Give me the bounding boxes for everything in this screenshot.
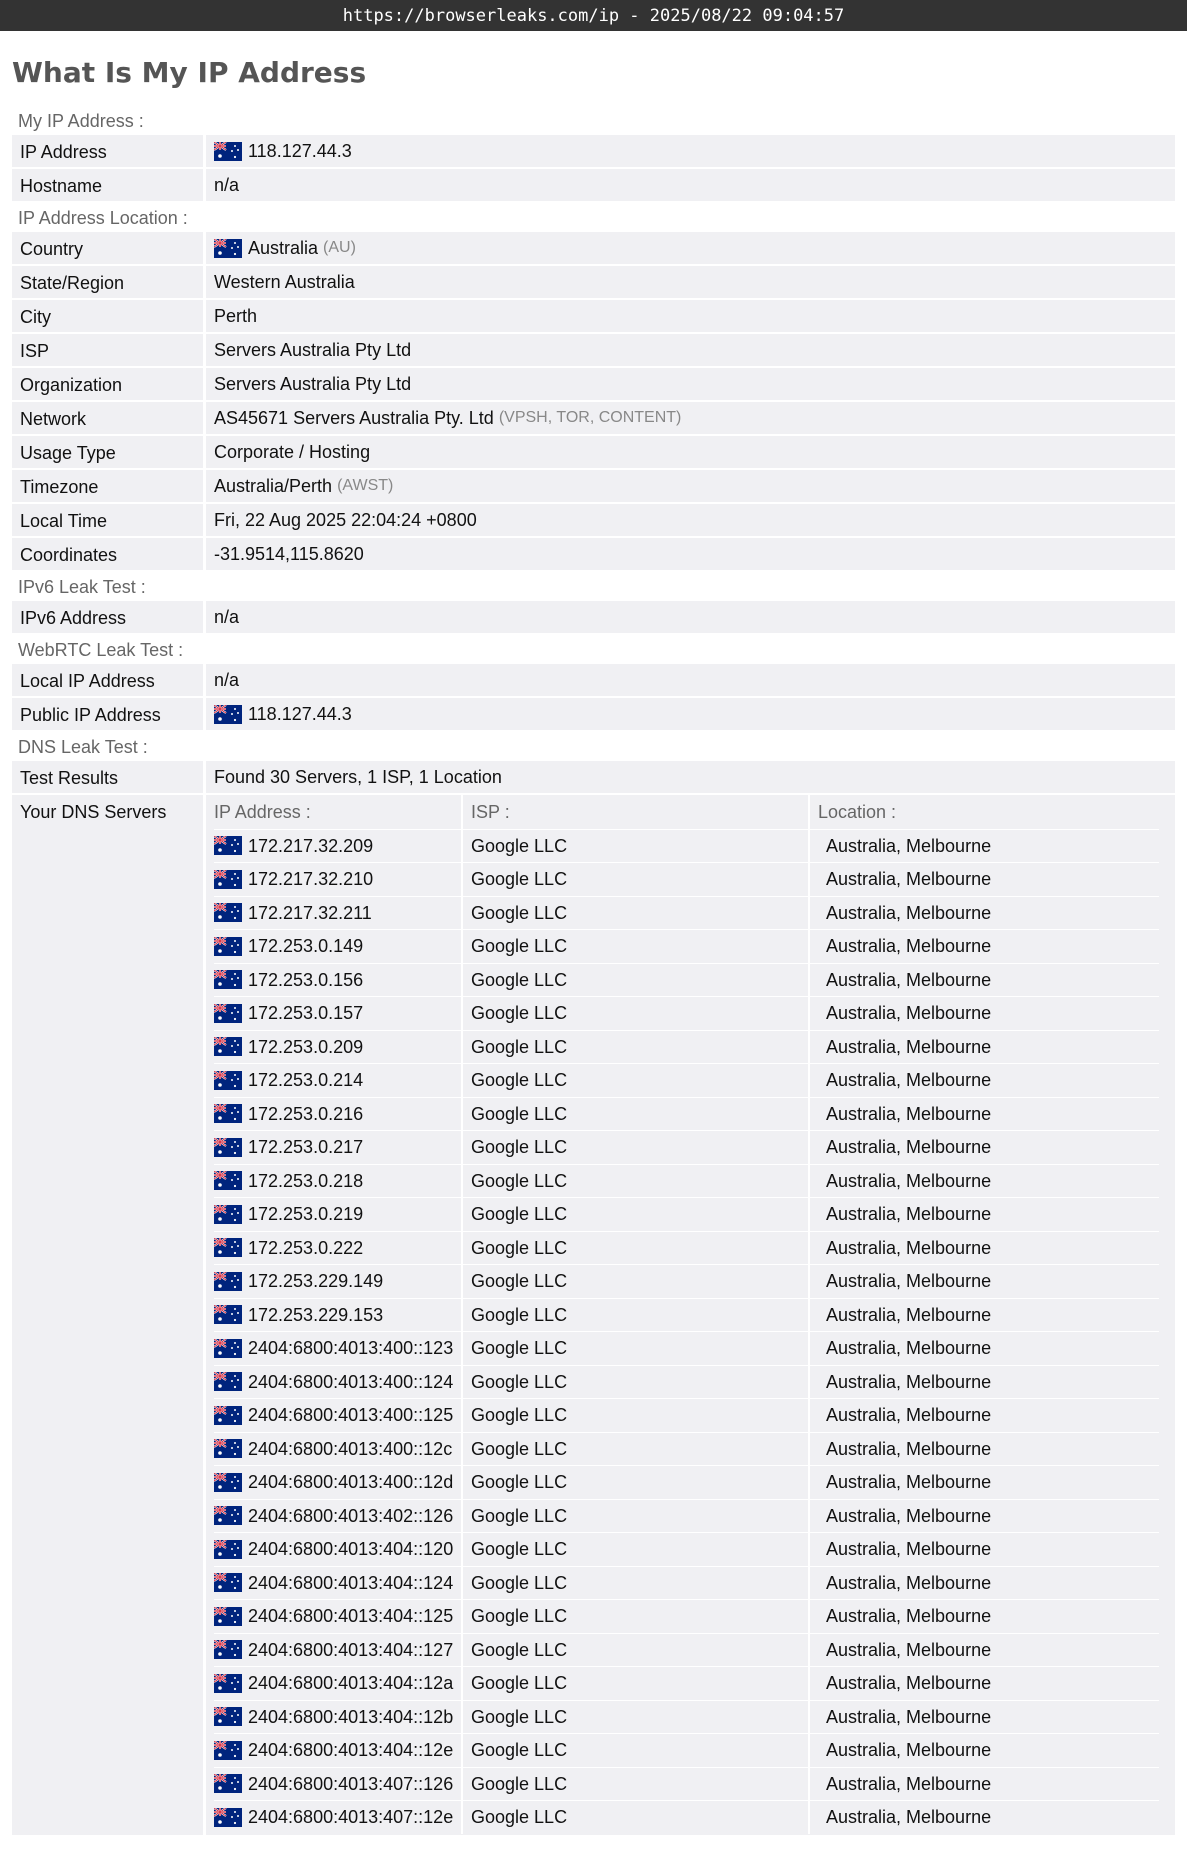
public-ip-label: Public IP Address — [12, 698, 203, 730]
dns-row-isp: Google LLC — [461, 1567, 808, 1600]
state-label: State/Region — [12, 266, 203, 298]
dns-table-row — [214, 1331, 1159, 1365]
dns-row-location: Australia, Melbourne — [808, 1533, 1159, 1566]
dns-row-location: Australia, Melbourne — [808, 1567, 1159, 1600]
dns-row-ip — [214, 1131, 461, 1164]
dns-row-location: Australia, Melbourne — [808, 1165, 1159, 1198]
row-state — [12, 266, 1175, 298]
dns-row-isp: Google LLC — [461, 1768, 808, 1801]
usage-type-label: Usage Type — [12, 436, 203, 468]
row-ip-address — [12, 135, 1175, 167]
dns-ip-text: 172.253.0.216 — [248, 1103, 364, 1124]
dns-row-location: Australia, Melbourne — [808, 1768, 1159, 1801]
test-results-label: Test Results — [12, 761, 203, 793]
row-country — [12, 232, 1175, 264]
isp-label: ISP — [12, 334, 203, 366]
row-city — [12, 300, 1175, 332]
dns-row-isp: Google LLC — [461, 964, 808, 997]
dns-row-isp: Google LLC — [461, 1533, 808, 1566]
dns-servers-label: Your DNS Servers — [12, 795, 203, 1835]
dns-row-location: Australia, Melbourne — [808, 997, 1159, 1030]
dns-row-location: Australia, Melbourne — [808, 1064, 1159, 1097]
coordinates-label: Coordinates — [12, 538, 203, 570]
dns-row-location: Australia, Melbourne — [808, 1667, 1159, 1700]
dns-row-ip — [214, 1064, 461, 1097]
local-ip-label: Local IP Address — [12, 664, 203, 696]
dns-table-row — [214, 929, 1159, 963]
row-local-time — [12, 504, 1175, 536]
dns-row-isp: Google LLC — [461, 1031, 808, 1064]
dns-table-row — [214, 963, 1159, 997]
row-public-ip — [12, 698, 1175, 730]
australia-flag-icon — [214, 1004, 242, 1023]
ip-info-table — [12, 106, 1175, 1835]
country-label: Country — [12, 232, 203, 264]
australia-flag-icon — [214, 1272, 242, 1291]
dns-row-location: Australia, Melbourne — [808, 964, 1159, 997]
dns-table-row — [214, 1164, 1159, 1198]
dns-row-location: Australia, Melbourne — [808, 1366, 1159, 1399]
section-webrtc: WebRTC Leak Test : — [18, 640, 184, 660]
dns-table-row — [214, 1231, 1159, 1265]
dns-ip-text: 172.253.0.218 — [248, 1170, 364, 1191]
australia-flag-icon — [214, 1707, 242, 1726]
dns-row-isp: Google LLC — [461, 1600, 808, 1633]
dns-row-isp: Google LLC — [461, 1265, 808, 1298]
dns-table-row — [214, 829, 1159, 863]
dns-ip-text: 172.253.0.222 — [248, 1237, 364, 1258]
url-bar-text: https://browserleaks.com/ip - 2025/08/22 09:04:57 — [342, 5, 845, 26]
dns-table-row — [214, 1063, 1159, 1097]
dns-row-isp: Google LLC — [461, 1131, 808, 1164]
section-dns: DNS Leak Test : — [18, 737, 148, 757]
timezone-label: Timezone — [12, 470, 203, 502]
country-value — [206, 232, 1175, 264]
dns-row-ip — [214, 1701, 461, 1734]
dns-servers-block — [12, 795, 1175, 1835]
dns-row-location: Australia, Melbourne — [808, 1600, 1159, 1633]
ip-address-value — [206, 135, 1175, 167]
dns-table-header — [214, 795, 1159, 829]
dns-ip-text: 2404:6800:4013:404::12e — [248, 1740, 454, 1761]
australia-flag-icon — [214, 1607, 242, 1626]
row-timezone — [12, 470, 1175, 502]
usage-type-value: Corporate / Hosting — [206, 436, 1175, 468]
hostname-value: n/a — [206, 169, 1175, 201]
australia-flag-icon — [214, 1104, 242, 1123]
dns-row-ip — [214, 1600, 461, 1633]
dns-row-location: Australia, Melbourne — [808, 930, 1159, 963]
dns-row-isp: Google LLC — [461, 1165, 808, 1198]
section-location: IP Address Location : — [18, 208, 188, 228]
dns-row-ip — [214, 1031, 461, 1064]
dns-table-row — [214, 1197, 1159, 1231]
network-value — [206, 402, 1175, 434]
public-ip-text: 118.127.44.3 — [248, 704, 352, 724]
row-local-ip — [12, 664, 1175, 696]
dns-table-row — [214, 1733, 1159, 1767]
state-value: Western Australia — [206, 266, 1175, 298]
network-text: AS45671 Servers Australia Pty. Ltd — [214, 408, 494, 428]
dns-row-isp: Google LLC — [461, 1634, 808, 1667]
australia-flag-icon — [214, 1573, 242, 1592]
dns-table-row — [214, 1097, 1159, 1131]
dns-table-row — [214, 1800, 1159, 1834]
australia-flag-icon — [214, 142, 242, 161]
dns-header-ip: IP Address : — [214, 801, 311, 822]
dns-row-isp: Google LLC — [461, 1433, 808, 1466]
dns-row-ip — [214, 1198, 461, 1231]
australia-flag-icon — [214, 1171, 242, 1190]
dns-table-row — [214, 1532, 1159, 1566]
dns-table-row — [214, 1365, 1159, 1399]
dns-ip-text: 2404:6800:4013:404::12b — [248, 1706, 454, 1727]
australia-flag-icon — [214, 1439, 242, 1458]
dns-row-ip — [214, 1265, 461, 1298]
public-ip-value — [206, 698, 1175, 730]
city-label: City — [12, 300, 203, 332]
australia-flag-icon — [214, 1037, 242, 1056]
australia-flag-icon — [214, 1339, 242, 1358]
timezone-abbr: (AWST) — [337, 477, 394, 494]
australia-flag-icon — [214, 1205, 242, 1224]
dns-row-location: Australia, Melbourne — [808, 863, 1159, 896]
ip-address-text: 118.127.44.3 — [248, 141, 352, 161]
row-usage-type — [12, 436, 1175, 468]
timezone-text: Australia/Perth — [214, 476, 333, 496]
section-my-ip: My IP Address : — [18, 111, 144, 131]
australia-flag-icon — [214, 1674, 242, 1693]
dns-row-location: Australia, Melbourne — [808, 830, 1159, 863]
row-network — [12, 402, 1175, 434]
dns-table-row — [214, 996, 1159, 1030]
url-bar — [0, 0, 1187, 31]
dns-row-ip — [214, 1098, 461, 1131]
australia-flag-icon — [214, 903, 242, 922]
dns-ip-text: 2404:6800:4013:400::125 — [248, 1405, 454, 1426]
dns-row-isp: Google LLC — [461, 1701, 808, 1734]
row-test-results — [12, 761, 1175, 793]
dns-table-row — [214, 1767, 1159, 1801]
dns-table-row — [214, 1130, 1159, 1164]
timezone-value — [206, 470, 1175, 502]
dns-header-location: Location : — [808, 795, 1159, 829]
dns-row-isp: Google LLC — [461, 1667, 808, 1700]
dns-row-isp: Google LLC — [461, 1366, 808, 1399]
dns-row-ip — [214, 1734, 461, 1767]
dns-row-ip — [214, 1232, 461, 1265]
dns-ip-text: 2404:6800:4013:404::120 — [248, 1539, 454, 1560]
dns-table-row — [214, 1499, 1159, 1533]
dns-row-isp: Google LLC — [461, 830, 808, 863]
dns-table-row — [214, 1599, 1159, 1633]
dns-row-ip — [214, 1165, 461, 1198]
dns-table-row — [214, 1465, 1159, 1499]
dns-ip-text: 2404:6800:4013:404::12a — [248, 1673, 454, 1694]
dns-ip-text: 172.253.0.156 — [248, 969, 364, 990]
dns-row-isp: Google LLC — [461, 863, 808, 896]
dns-row-isp: Google LLC — [461, 1098, 808, 1131]
australia-flag-icon — [214, 1473, 242, 1492]
local-ip-value: n/a — [206, 664, 1175, 696]
dns-ip-text: 2404:6800:4013:400::12d — [248, 1472, 454, 1493]
row-ipv6-address — [12, 601, 1175, 633]
dns-ip-text: 172.253.229.153 — [248, 1304, 384, 1325]
dns-table-row — [214, 1700, 1159, 1734]
dns-row-ip — [214, 1567, 461, 1600]
dns-row-isp: Google LLC — [461, 1232, 808, 1265]
hostname-label: Hostname — [12, 169, 203, 201]
dns-row-location: Australia, Melbourne — [808, 1500, 1159, 1533]
dns-ip-text: 2404:6800:4013:400::12c — [248, 1438, 453, 1459]
dns-row-ip — [214, 1500, 461, 1533]
dns-row-ip — [214, 930, 461, 963]
australia-flag-icon — [214, 1071, 242, 1090]
dns-row-location: Australia, Melbourne — [808, 1466, 1159, 1499]
dns-row-isp: Google LLC — [461, 1399, 808, 1432]
dns-row-location: Australia, Melbourne — [808, 1198, 1159, 1231]
dns-row-isp: Google LLC — [461, 1299, 808, 1332]
australia-flag-icon — [214, 1506, 242, 1525]
dns-ip-text: 172.253.229.149 — [248, 1271, 384, 1292]
organization-value: Servers Australia Pty Ltd — [206, 368, 1175, 400]
page-title: What Is My IP Address — [12, 56, 367, 89]
country-code: (AU) — [323, 239, 356, 256]
local-time-value: Fri, 22 Aug 2025 22:04:24 +0800 — [206, 504, 1175, 536]
dns-ip-text: 172.253.0.157 — [248, 1003, 364, 1024]
dns-row-ip — [214, 1332, 461, 1365]
test-results-value: Found 30 Servers, 1 ISP, 1 Location — [206, 761, 1175, 793]
city-value: Perth — [206, 300, 1175, 332]
dns-ip-text: 172.253.0.209 — [248, 1036, 364, 1057]
dns-ip-text: 172.217.32.210 — [248, 869, 374, 890]
australia-flag-icon — [214, 937, 242, 956]
dns-row-ip — [214, 1533, 461, 1566]
dns-ip-text: 2404:6800:4013:404::127 — [248, 1639, 454, 1660]
australia-flag-icon — [214, 870, 242, 889]
dns-row-location: Australia, Melbourne — [808, 1299, 1159, 1332]
isp-value: Servers Australia Pty Ltd — [206, 334, 1175, 366]
dns-table-row — [214, 1030, 1159, 1064]
dns-row-ip — [214, 897, 461, 930]
dns-row-ip — [214, 997, 461, 1030]
australia-flag-icon — [214, 1305, 242, 1324]
dns-row-isp: Google LLC — [461, 1466, 808, 1499]
dns-ip-text: 2404:6800:4013:404::125 — [248, 1606, 454, 1627]
dns-ip-text: 2404:6800:4013:400::123 — [248, 1338, 454, 1359]
dns-row-ip — [214, 863, 461, 896]
dns-row-ip — [214, 1433, 461, 1466]
dns-ip-text: 172.253.0.217 — [248, 1137, 364, 1158]
australia-flag-icon — [214, 1640, 242, 1659]
dns-row-location: Australia, Melbourne — [808, 1098, 1159, 1131]
dns-ip-text: 172.253.0.219 — [248, 1204, 364, 1225]
row-hostname — [12, 169, 1175, 201]
dns-table-row — [214, 896, 1159, 930]
dns-table-row — [214, 1264, 1159, 1298]
australia-flag-icon — [214, 1138, 242, 1157]
dns-ip-text: 172.253.0.149 — [248, 936, 364, 957]
australia-flag-icon — [214, 970, 242, 989]
australia-flag-icon — [214, 1741, 242, 1760]
dns-row-location: Australia, Melbourne — [808, 1332, 1159, 1365]
australia-flag-icon — [214, 836, 242, 855]
dns-row-location: Australia, Melbourne — [808, 1734, 1159, 1767]
dns-ip-text: 172.253.0.214 — [248, 1070, 364, 1091]
ipv6-address-label: IPv6 Address — [12, 601, 203, 633]
dns-row-location: Australia, Melbourne — [808, 1265, 1159, 1298]
dns-servers-table — [206, 795, 1175, 1835]
dns-row-ip — [214, 830, 461, 863]
organization-label: Organization — [12, 368, 203, 400]
dns-table-row — [214, 1298, 1159, 1332]
dns-table-row — [214, 1633, 1159, 1667]
dns-row-ip — [214, 1299, 461, 1332]
australia-flag-icon — [214, 705, 242, 724]
dns-row-location: Australia, Melbourne — [808, 1131, 1159, 1164]
ipv6-address-value: n/a — [206, 601, 1175, 633]
dns-header-isp: ISP : — [461, 795, 808, 829]
row-isp — [12, 334, 1175, 366]
dns-row-isp: Google LLC — [461, 1198, 808, 1231]
dns-row-ip — [214, 1667, 461, 1700]
dns-row-location: Australia, Melbourne — [808, 1701, 1159, 1734]
network-label: Network — [12, 402, 203, 434]
australia-flag-icon — [214, 1808, 242, 1827]
dns-row-ip — [214, 1466, 461, 1499]
coordinates-value: -31.9514,115.8620 — [206, 538, 1175, 570]
dns-table-row — [214, 1566, 1159, 1600]
dns-row-isp: Google LLC — [461, 1734, 808, 1767]
dns-row-location: Australia, Melbourne — [808, 1801, 1159, 1834]
dns-row-ip — [214, 964, 461, 997]
dns-ip-text: 2404:6800:4013:407::12e — [248, 1807, 454, 1828]
dns-row-location: Australia, Melbourne — [808, 1433, 1159, 1466]
dns-row-isp: Google LLC — [461, 897, 808, 930]
australia-flag-icon — [214, 1540, 242, 1559]
dns-ip-text: 172.217.32.209 — [248, 835, 374, 856]
dns-ip-text: 2404:6800:4013:400::124 — [248, 1371, 454, 1392]
row-coordinates — [12, 538, 1175, 570]
dns-row-isp: Google LLC — [461, 1332, 808, 1365]
dns-row-ip — [214, 1801, 461, 1834]
dns-ip-text: 172.217.32.211 — [248, 902, 372, 923]
dns-table-row — [214, 1666, 1159, 1700]
dns-row-ip — [214, 1768, 461, 1801]
dns-row-isp: Google LLC — [461, 997, 808, 1030]
network-tags: (VPSH, TOR, CONTENT) — [498, 409, 682, 426]
dns-ip-text: 2404:6800:4013:407::126 — [248, 1773, 454, 1794]
dns-row-location: Australia, Melbourne — [808, 1031, 1159, 1064]
dns-table-row — [214, 862, 1159, 896]
australia-flag-icon — [214, 1406, 242, 1425]
australia-flag-icon — [214, 1372, 242, 1391]
dns-row-isp: Google LLC — [461, 1064, 808, 1097]
section-ipv6: IPv6 Leak Test : — [18, 577, 146, 597]
dns-table-row — [214, 1398, 1159, 1432]
australia-flag-icon — [214, 1238, 242, 1257]
australia-flag-icon — [214, 1774, 242, 1793]
dns-row-location: Australia, Melbourne — [808, 897, 1159, 930]
dns-row-isp: Google LLC — [461, 930, 808, 963]
dns-row-ip — [214, 1634, 461, 1667]
dns-row-location: Australia, Melbourne — [808, 1399, 1159, 1432]
dns-row-ip — [214, 1366, 461, 1399]
dns-rows — [214, 829, 1159, 1834]
dns-ip-text: 2404:6800:4013:404::124 — [248, 1572, 454, 1593]
australia-flag-icon — [214, 239, 242, 258]
country-text: Australia — [248, 238, 319, 258]
dns-row-location: Australia, Melbourne — [808, 1232, 1159, 1265]
dns-row-ip — [214, 1399, 461, 1432]
dns-row-isp: Google LLC — [461, 1500, 808, 1533]
row-organization — [12, 368, 1175, 400]
dns-ip-text: 2404:6800:4013:402::126 — [248, 1505, 454, 1526]
ip-address-label: IP Address — [12, 135, 203, 167]
dns-row-isp: Google LLC — [461, 1801, 808, 1834]
local-time-label: Local Time — [12, 504, 203, 536]
dns-table-row — [214, 1432, 1159, 1466]
dns-row-location: Australia, Melbourne — [808, 1634, 1159, 1667]
